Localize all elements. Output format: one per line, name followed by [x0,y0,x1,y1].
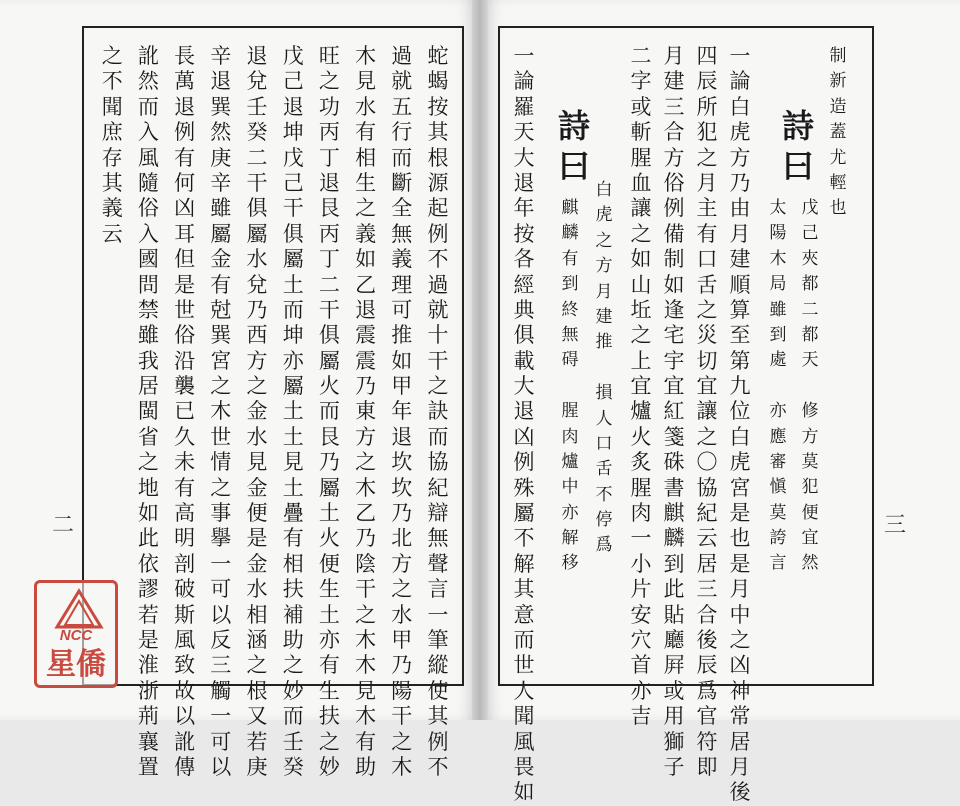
body-text-column: 月 建 三 合 方 俗 例 備 制 如 逢 宅 宇 宜 紅 箋 硃 書 麒 麟 到 此 貼 廳 屛 或 用 獅 子 [663,44,685,779]
body-text-column: 一 論 羅 天 大 退 年 按 各 經 典 俱 載 大 退 凶 例 殊 屬 不 解 其 意 而 世 人 聞 風 畏 如 [513,44,535,805]
poem-line: 太 陽 木 局 雖 到 處 亦 應 審 愼 莫 誇 言 [769,198,787,574]
body-text-column: 一 論 白 虎 方 乃 由 月 建 順 算 至 第 九 位 白 虎 宮 是 也 是 月 中 之 凶 神 常 居 月 後 [729,44,751,805]
right-text-frame [498,26,874,805]
body-text-column: 四 辰 所 犯 之 月 主 有 口 舌 之 災 切 宜 讓 之 〇 協 紀 云 居 三 合 後 辰 爲 官 符 即 [696,44,718,779]
left-text-column: 蛇 蝎 按 其 根 源 起 例 不 過 就 十 干 之 訣 而 協 紀 辯 無 聲 言 一 筆 縱 使 其 例 不 [427,44,449,779]
seal-name: 星僑 [46,647,106,682]
poem-line: 麒 麟 有 到 終 無 碍 腥 肉 爐 中 亦 解 移 [561,198,579,574]
book-gutter [472,0,488,720]
left-text-column: 戊 己 退 坤 戊 己 干 俱 屬 土 而 坤 亦 屬 土 土 見 土 疊 有 相 扶 補 助 之 妙 而 壬 癸 [282,44,304,779]
left-text-column: 訛 然 而 入 風 隨 俗 入 國 問 禁 雖 我 居 閩 省 之 地 如 此 依 謬 若 是 淮 浙 荊 襄 置 [137,44,159,779]
right-page-number: 三 [884,513,907,538]
left-text-column: 木 見 水 有 相 生 之 義 如 乙 退 震 震 乃 東 方 之 木 乙 乃 陰 干 之 木 木 見 木 有 助 [355,44,377,779]
poem-heading: 詩 曰 [558,107,591,185]
poem-line: 白 虎 之 方 月 建 推 損 人 口 舌 不 停 爲 [595,180,613,556]
left-text-column: 退 兌 壬 癸 二 干 俱 屬 水 兌 乃 西 方 之 金 水 見 金 便 是 金 水 相 涵 之 根 又 若 庚 [246,44,268,779]
poem-heading: 詩 曰 [782,107,815,185]
left-text-column: 辛 退 巽 然 庚 辛 雖 屬 金 有 尅 巽 宮 之 木 世 情 之 事 擧 一 可 以 反 三 觸 一 可 以 [210,44,232,779]
left-text-column: 過 就 五 行 而 斷 全 無 義 理 可 推 如 甲 年 退 坎 坎 乃 北 方 之 水 甲 乃 陽 干 之 木 [391,44,413,779]
seal-brand: NCC [59,627,93,644]
left-text-frame [82,26,464,779]
left-text-column: 旺 之 功 丙 丁 退 艮 丙 丁 二 干 俱 屬 火 而 艮 乃 屬 土 火 便 生 土 亦 有 生 扶 之 妙 [318,44,340,779]
publisher-seal [34,580,118,688]
left-text-column: 長 萬 退 例 有 何 凶 耳 但 是 世 俗 沿 襲 已 久 未 有 高 明 剖 破 斯 風 致 故 以 訛 傳 [174,44,196,779]
left-page-number: 二 [52,513,75,538]
mountain-icon [53,587,105,631]
top-line-column: 制 新 造 蓋 尤 輕 也 [829,46,847,219]
body-text-column: 二 字 或 斬 腥 血 讓 之 如 山 坵 之 上 宜 爐 火 炙 腥 肉 一 小 片 安 穴 首 亦 吉 [630,44,652,729]
left-text-column: 之 不 聞 庶 存 其 義 云 [101,44,123,246]
poem-line: 戊 己 夾 都 二 都 天 修 方 莫 犯 便 宜 然 [801,198,819,574]
